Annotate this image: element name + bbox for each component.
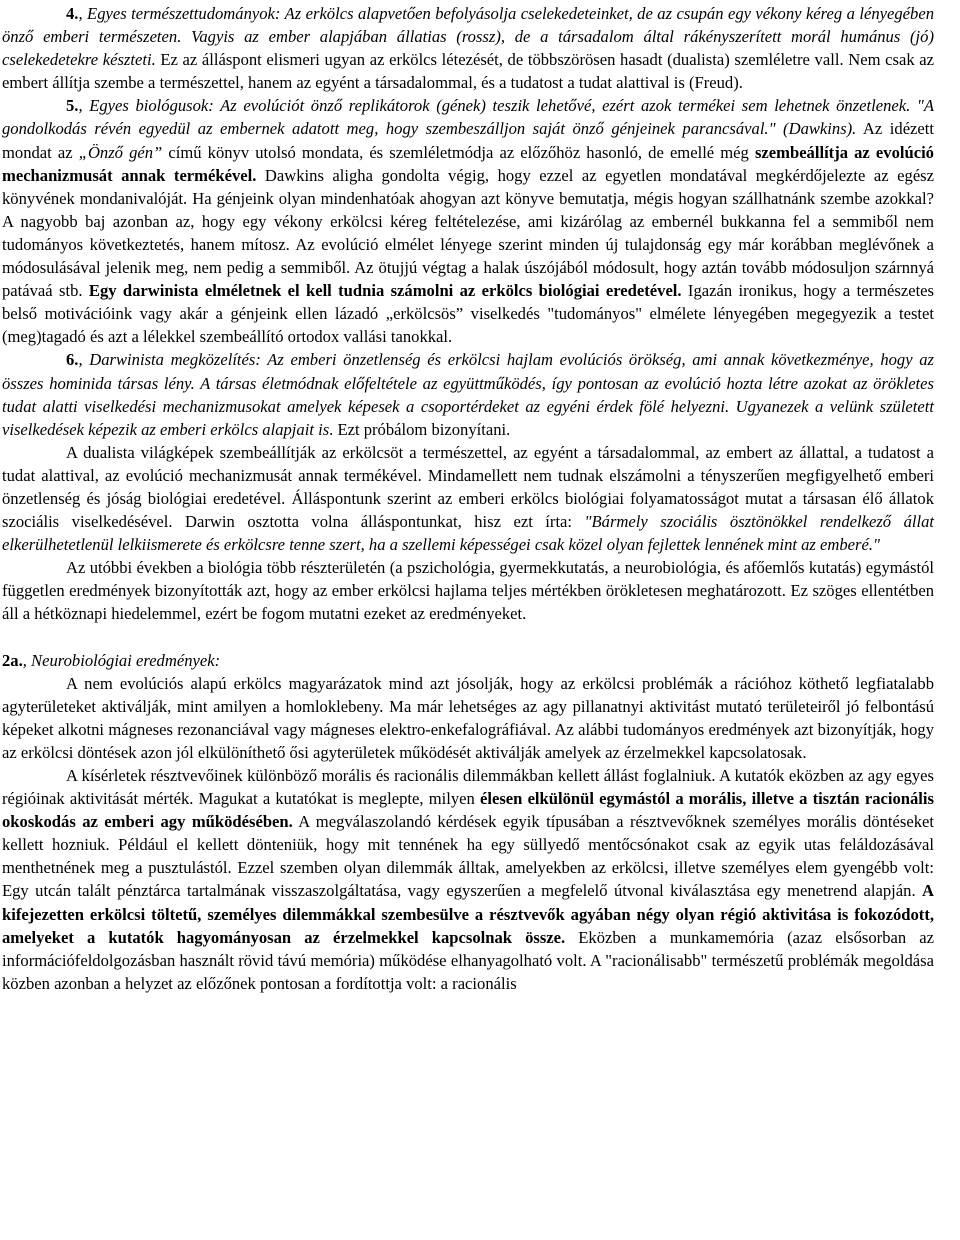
italic-text: , Egyes biológusok: Az evolúciót önző replikátorok (gének) teszik lehetővé, ezért azok termékei sem lehetnek önzetlenek. "A gondolkodás révén egyedül az embernek adatott meg, hogy szembeszálljon saját önző génjeinek parancsával." (Dawkins). [2,96,934,139]
body-text: Az utóbbi években a biológia több részterületén (a pszichológia, gyermekkutatás, a neurobiológia, és afőemlős kutatás) egymástól független eredmények bizonyították azt, hogy az ember erkölcsi hajlama teljes mértékben örökletesen meghatározott. Ez szöges ellentétben áll a hétköznapi hiedelemmel, ezért be fogom mutatni ezeket az eredményeket. [2,558,934,624]
section-gap [2,626,934,649]
italic-text: , Darwinista megközelítés: Az emberi önzetlenség és erkölcsi hajlam evolúciós örökség, ami annak következménye, hogy az összes hominida társas lény. A társas életmódnak előfeltétele az együttműködés, így pontosan az evolúció hozta létre azokat az örökletes tudat alatti viselkedési mechanizmusokat amelyek képesek a csoportérdeket az egyéni érdek fölé helyezni. Ugyanezek a velünk született viselkedések képezik az emberi erkölcs alapjait is [2,350,934,439]
paragraph-p8 [2,556,934,625]
body-text: Az idézett mondat az [2,119,935,162]
paragraph-p9 [2,672,934,764]
bold-text: élesen elkülönül egymástól a morális, illetve a tisztán racionális okoskodás az emberi agy működésében. [2,789,934,832]
italic-text: , Egyes természettudományok: Az erkölcs alapvetően befolyásolja cselekedeteinket, de az csupán egy vékony kéreg a lényegében önző emberi természeten. Vagyis az ember alapjában állatias (rossz), de a társadalom által rákényszerített morál humánus (jó) cselekedetekre készteti. [2,4,934,70]
body-text: Dawkins aligha gondolta végig, hogy ezzel az egyetlen mondatával megkérdőjelezte az egész könyvének mondanivalóját. Ha génjeink olyan mindenhatóak ahogyan azt könyve bemutatja, mégis hogyan szállhatnánk szembe azokkal? A nagyobb baj azonban az, hogy egy vékony erkölcsi kéreg feltételezése, ami kizárólag az embernél bukkanna fel a semmiből nem tudományos következtetés, hanem mítosz. Az evolúció elmélet lényege szerint minden új tulajdonság egy már korábban meglévőnek a módosulásával jelenik meg, nem pedig a semmiből. Az ötujjú végtag a halak úszójából módosult, hogy aztán tovább módosuljon szárnnyá patávaá stb. [2,165,935,301]
paragraph-p6 [2,348,934,440]
body-text: A megválaszolandó kérdések egyik típusában a résztvevőknek személyes morális döntéseket kellett hozniuk. Például el kellett dönteniük, hogy mit tennének ha egy süllyedő mentőcsónakot csak az egyik utas feláldozásával menthetnének meg a pusztulástól. Ezzel szemben olyan dilemmák álltak, amelyekben az erkölcsi, illetve személyes elem gyengébb volt: Egy utcán talált pénztárca tartalmának visszaszolgáltatása, vagy egyszerűen a megfelelő útvonal kiválasztása egy menetrend alapján. [2,812,935,901]
section-heading [2,649,934,672]
italic-text: , Neurobiológiai eredmények: [22,650,221,670]
italic-text: "Bármely szociális ösztönökkel rendelkező állat elkerülhetetlenül lelkiismerete és erkölcsre tenne szert, ha a szellemi képességei csak közel olyan fejlettek lennének mint az emberé." [2,512,935,555]
bold-text: 5. [66,96,79,116]
bold-text: 6. [66,350,79,370]
bold-text: Egy darwinista elméletnek el kell tudnia számolni az erkölcs biológiai eredetével. [88,281,682,301]
body-text: Ez az álláspont elismeri ugyan az erkölcs létezését, de többszörösen hasadt (dualista) szemléletre vall. Nem csak az embert állítja szembe a természettel, hanem az egyént a társadalommal, és a tudatost a tudat alattival is (Freud). [2,50,934,93]
bold-text: 2a. [2,650,23,670]
paragraph-p10 [2,764,934,995]
body-text: Igazán ironikus, hogy a természetes belső motivációink vagy akár a génjeink ellen lázadó „erkölcsös” viselkedés "tudományos" elmélete lényegében megegyezik a testet (meg)tagadó és azt a lélekkel szembeállító ortodox vallási tanokkal. [2,281,934,347]
bold-text: A kifejezetten erkölcsi töltetű, személyes dilemmákkal szembesülve a résztvevők agyában négy olyan régió aktivitása is fokozódott, amelyeket a kutatók hagyományosan az érzelmekkel kapcsolnak össze. [2,881,934,947]
bold-text: 4. [66,4,79,23]
paragraph-p7 [2,441,934,556]
bold-text: szembeállítja az evolúció mechanizmusát annak termékével. [2,142,934,185]
body-text: A dualista világképek szembeállítják az erkölcsöt a természettel, az egyént a társadalommal, az embert az állattal, a tudatost a tudat alattival, az evolúció mechanizmusát annak termékével. Mindamellett nem tudnak elszámolni a tényszerűen megfigyelhető emberi önzetlenség és jóság biológiai eredetével. Álláspontunk szerint az emberi erkölcs biológiai folyamatosságot mutat a társasan élő állatok szociális viselkedésével. Darwin osztotta volna álláspontunkat, hisz ezt írta: [2,442,934,532]
body-text: . Ezt próbálom bizonyítani. [329,419,511,439]
body-text: Eközben a munkamemória (azaz elsősorban az információfeldolgozásban használt rövid távú memória) működése elhanyagolható volt. A "racionálisabb" természetű problémák megoldása közben azonban a helyzet az előzőnek pontosan a fordítottja volt: a racionális [2,927,934,993]
body-text: A nem evolúciós alapú erkölcs magyarázatok mind azt jósolják, hogy az erkölcsi problémák a rációhoz köthető legfiatalabb agyterületeket aktiválják, mint amilyen a homloklebeny. Ma már lehetséges az agy pillanatnyi aktivitást mutató területeiről jó felbontású képeket alkotni mágneses rezonanciával vagy mágneses elektro-enkefalográfiával. Az alábbi tudományos eredmények azt bizonyítják, hogy az erkölcsi döntések azon jól elkülöníthető ősi agyterületek működését aktiválják amelyek az érzelmekkel kapcsolatosak. [2,673,934,762]
body-text: A kísérletek résztvevőinek különböző morális és racionális dilemmákban kellett állást foglalniuk. A kutatók eközben az agy egyes régióinak aktivitását mérték. Magukat a kutatókat is meglepte, milyen [2,766,934,809]
paragraph-p4 [2,2,934,94]
body-text: című könyv utolsó mondata, és szemléletmódja az előzőhöz hasonló, de emellé még [162,142,755,162]
italic-text: „Önző gén” [78,142,163,162]
paragraph-p5 [2,94,934,348]
